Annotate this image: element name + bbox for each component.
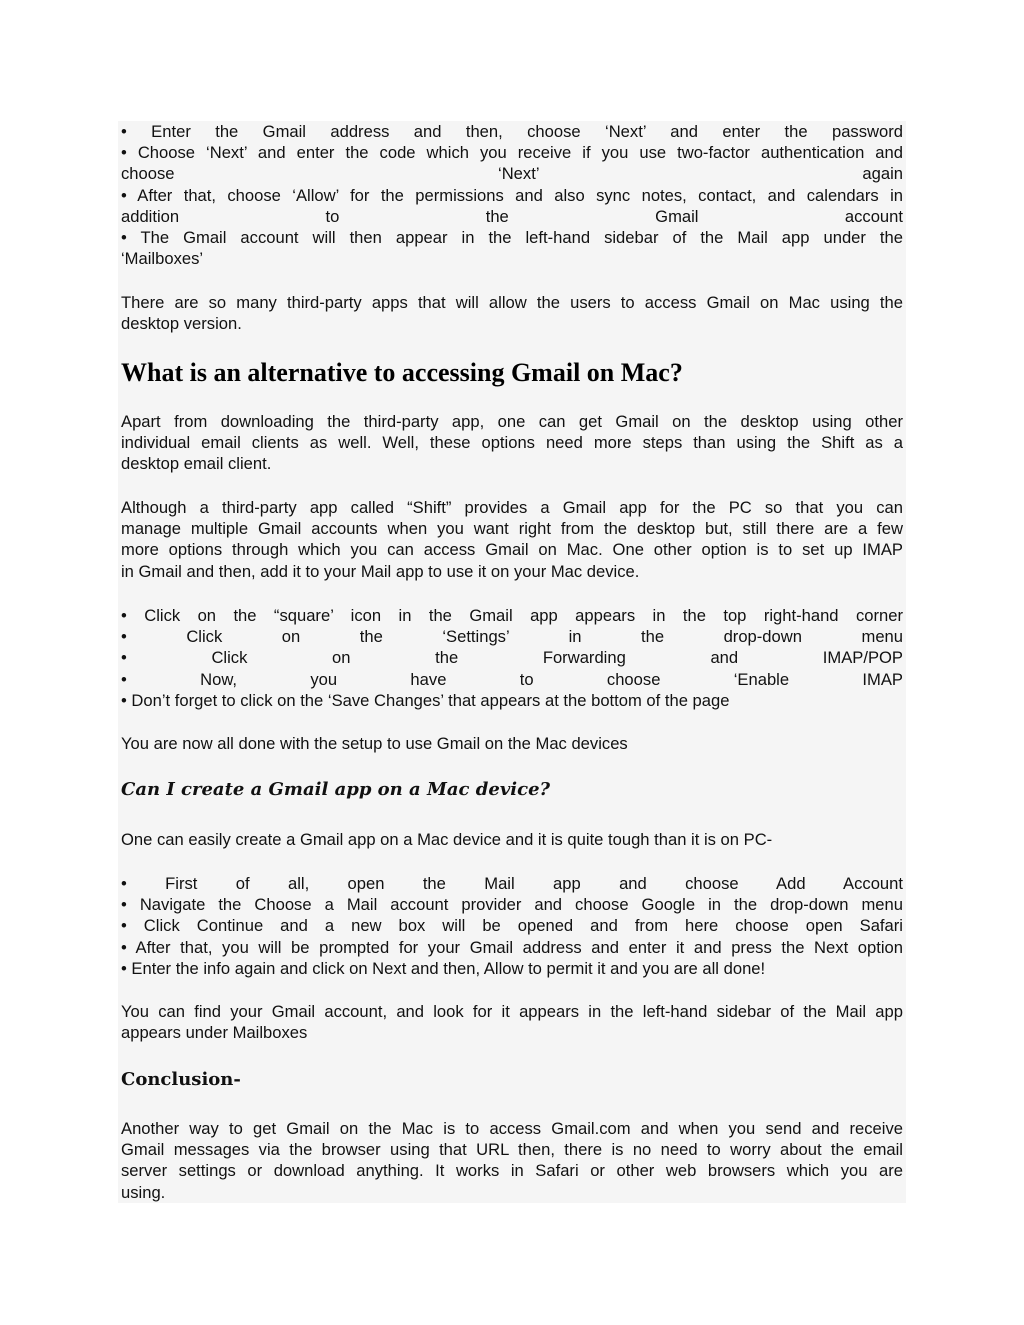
list-item: choose ‘Next’ again [121, 164, 903, 184]
text-line: Although a third-party app called “Shift” provides a Gmail app for the PC so that you can [121, 498, 903, 517]
imap-steps-list [121, 605, 903, 711]
list-item: • Don’t forget to click on the ‘Save Changes’ that appears at the bottom of the page [121, 690, 730, 710]
list-item: • Click on the ‘Settings’ in the drop-down menu [121, 627, 903, 647]
list-item: • Now, you have to choose ‘Enable IMAP [121, 669, 903, 689]
list-item: • Click Continue and a new box will be opened and from here choose open Safari [121, 916, 903, 936]
list-item: ‘Mailboxes’ [121, 249, 204, 269]
paragraph-apart-from [121, 411, 903, 475]
list-item: • After that, you will be prompted for your Gmail address and enter it and press the Next option [121, 937, 903, 957]
list-item: • After that, choose ‘Allow’ for the permissions and also sync notes, contact, and calendars in [121, 185, 903, 205]
content-area [118, 121, 906, 1203]
list-item: • First of all, open the Mail app and choose Add Account [121, 874, 903, 893]
list-item: • Click on the “square’ icon in the Gmail app appears in the top right-hand corner [121, 606, 903, 625]
list-item: • Choose ‘Next’ and enter the code which you receive if you use two-factor authentication and [121, 143, 903, 163]
heading-create-app: Can I create a Gmail app on a Mac device? [121, 779, 551, 800]
list-item: • Click on the Forwarding and IMAP/POP [121, 648, 903, 668]
text-line: using. [121, 1182, 166, 1202]
text-line: appears under Mailboxes [121, 1023, 308, 1043]
heading-conclusion: Conclusion- [121, 1069, 241, 1090]
heading-alternative: What is an alternative to accessing Gmail on Mac? [121, 358, 683, 387]
text-line: One can easily create a Gmail app on a Mac device and it is quite tough than it is on PC- [121, 830, 773, 849]
paragraph-shift [121, 497, 903, 582]
text-line: Gmail messages via the browser using that URL then, there is no need to worry about the email [121, 1140, 903, 1160]
text-line: server settings or download anything. It works in Safari or other web browsers which you are [121, 1161, 903, 1181]
list-item: addition to the Gmail account [121, 206, 903, 226]
text-line: desktop email client. [121, 454, 272, 474]
text-line: You are now all done with the setup to use Gmail on the Mac devices [121, 734, 628, 753]
text-line: manage multiple Gmail accounts when you want right from the desktop but, still there are a few [121, 519, 903, 539]
list-item: • Enter the Gmail address and then, choose ‘Next’ and enter the password [121, 122, 903, 141]
paragraph-create-app [121, 829, 903, 850]
text-line: There are so many third-party apps that will allow the users to access Gmail on Mac using the [121, 293, 903, 312]
paragraph-conclusion [121, 1118, 903, 1203]
paragraph-all-done [121, 733, 903, 754]
text-line: Apart from downloading the third-party app, one can get Gmail on the desktop using other [121, 412, 903, 431]
text-line: You can find your Gmail account, and look for it appears in the left-hand sidebar of the Mail app [121, 1002, 903, 1021]
text-line: individual email clients as well. Well, these options need more steps than using the Shift as a [121, 433, 903, 453]
mail-steps-list [121, 873, 903, 979]
list-item: • Enter the info again and click on Next and then, Allow to permit it and you are all done! [121, 958, 766, 978]
text-line: more options through which you can access Gmail on Mac. One other option is to set up IMAP [121, 540, 903, 560]
text-line: Another way to get Gmail on the Mac is to access Gmail.com and when you send and receive [121, 1119, 903, 1138]
text-line: desktop version. [121, 314, 242, 334]
list-item: • Navigate the Choose a Mail account provider and choose Google in the drop-down menu [121, 895, 903, 915]
paragraph-third-party [121, 292, 903, 334]
setup-steps-list [121, 121, 903, 269]
paragraph-find-account [121, 1001, 903, 1043]
list-item: • The Gmail account will then appear in the left-hand sidebar of the Mail app under the [121, 227, 903, 247]
text-line: in Gmail and then, add it to your Mail app to use it on your Mac device. [121, 561, 640, 581]
